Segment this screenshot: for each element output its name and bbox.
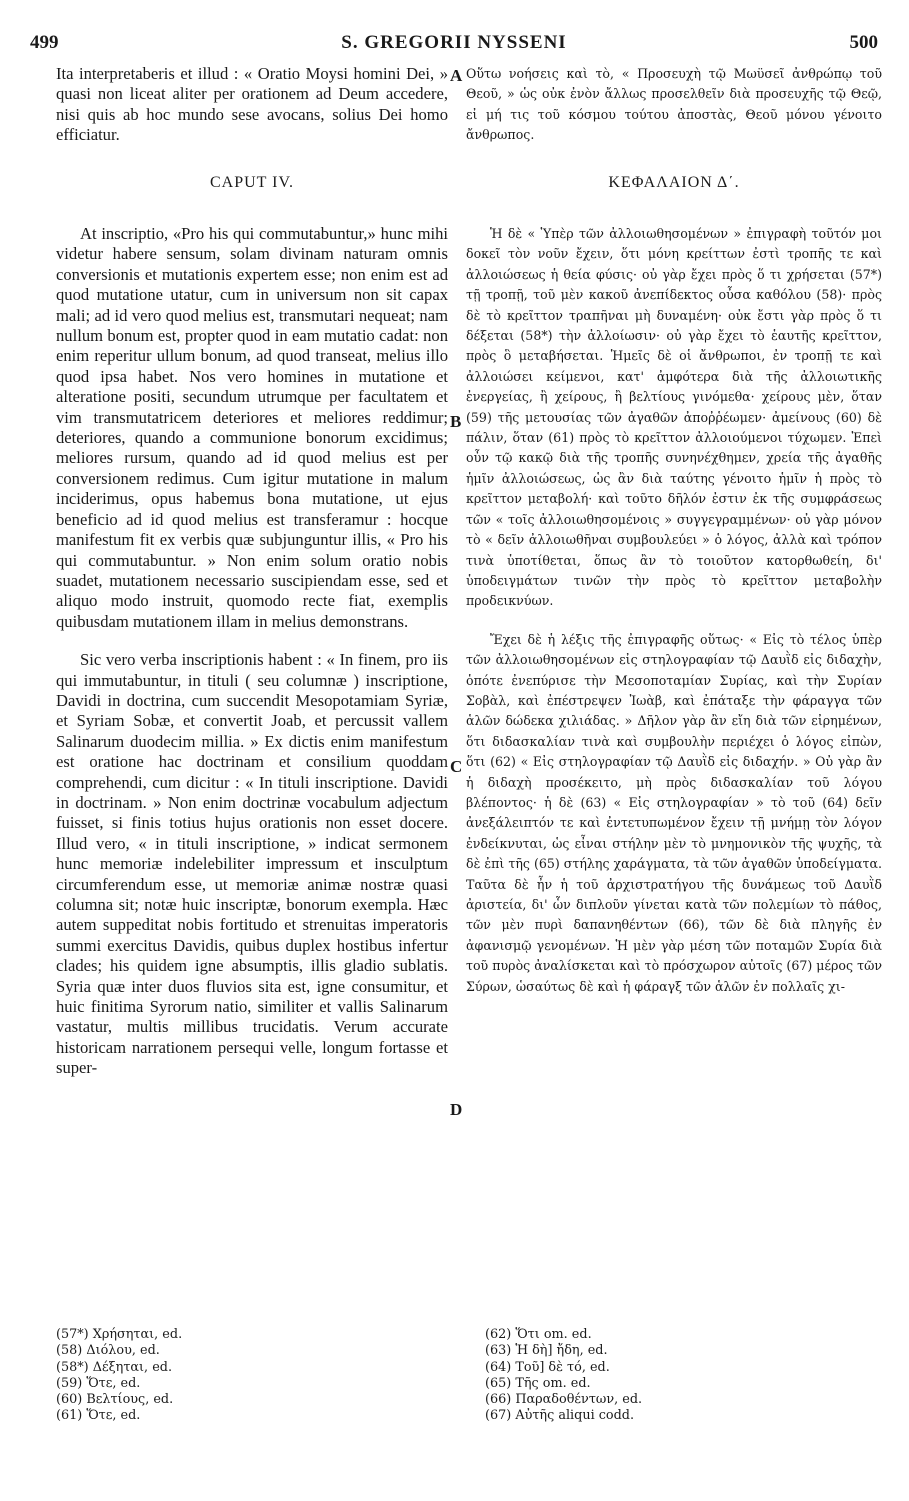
footnote: (66) Παραδοθέντων, ed. bbox=[485, 1392, 643, 1408]
footnote: (67) Αὐτῆς aliqui codd. bbox=[485, 1408, 635, 1424]
footnote: (58*) Δέξηται, ed. bbox=[56, 1359, 173, 1375]
greek-chapter-heading: ΚΕΦΑΛΑΙΟΝ Δ΄. bbox=[608, 174, 740, 191]
footnote: (63) Ἡ δὴ] ἤδη, ed. bbox=[485, 1343, 608, 1359]
footnote: (62) Ὅτι om. ed. bbox=[485, 1327, 592, 1342]
page-number-left: 499 bbox=[30, 32, 59, 53]
latin-chapter-heading: CAPUT IV. bbox=[210, 174, 294, 191]
footnote: (61) Ὅτε, ed. bbox=[56, 1408, 141, 1424]
margin-letter-d: D bbox=[450, 1100, 463, 1119]
greek-paragraph-1: Ἡ δὲ « Ὑπὲρ τῶν ἀλλοιωθησομένων » ἐπιγραφὴ τοῦτόν μοι δοκεῖ τὸν νοῦν ἔχειν, ὅτι μόνη κρείττων ἐστὶ τροπῆς τε καὶ ἀλλοιώσεως ἡ θεία φύσις· οὐ γὰρ ἔχει πρὸς ὅ τι χρήσεται (57*) τῇ τροπῇ, τοῦ μὲν κακοῦ ἀνεπίδεκτος οὖσα καθόλου (58)· πρὸς δὲ τὸ κρεῖττον τραπῆναι μὴ δυναμένη· οὐκ ἔστι γὰρ πρὸς ὅ τι δέξεται (58*) τὴν ἀλλοίωσιν· οὐ γὰρ ἔχει τὸ ἑαυτῆς κρεῖττον, πρὸς ὃ μεταβήσεται. Ἡμεῖς δὲ οἱ ἄνθρωποι, ἐν τροπῇ τε καὶ ἀλλοιώσει κείμενοι, κατ' ἀμφότερα διὰ τῆς ἀλλοιωτικῆς ἐνεργείας, ἢ χείρους, ἢ βελτίους γινόμεθα· χείρους μὲν, ὅταν (59) τῆς μετουσίας τῶν ἀγαθῶν ἀποῤῥέωμεν· ἀμείνους (60) δὲ πάλιν, ὅταν (61) πρὸς τὸ κρεῖττον ἀλλοιούμενοι τύχωμεν. Ἐπεὶ οὖν τῷ κακῷ διὰ τῆς τροπῆς συνηνέχθημεν, χρεία τῆς ἀγαθῆς ἡμῖν ἀλλοιώσεως, ὡς ἂν διὰ ταύτης γένοιτο ἡμῖν ἡ πρὸς τὸ κρεῖττον μεταβολή· καὶ τοῦτο δῆλόν ἐστιν ἐκ τῆς συμφράσεως τῶν « τοῖς ἀλλοιωθησομένοις » συγγεγραμμένων· οὐ γὰρ μόνον τὸ « δεῖν ἀλλοιωθῆναι συμβουλεύει » ὁ λόγος, ἀλλὰ καὶ τρόπον τινὰ ὑποτίθεται, ὅπως ἂν τὸ τοιοῦτον κατορθωθείη, δι' ὑποδειγμάτων τινῶν τὴν πρὸς τὸ κρεῖττον μεταβολὴν προδεικνύων. bbox=[466, 226, 882, 609]
greek-paragraph-2: Ἔχει δὲ ἡ λέξις τῆς ἐπιγραφῆς οὕτως· « Εἰς τὸ τέλος ὑπὲρ τῶν ἀλλοιωθησομένων εἰς στηλογραφίαν τῷ Δαυῒδ εἰς διδαχὴν, ὁπότε ἐνεπύρισε τὴν Μεσοποταμίαν Συρίας, καὶ τὴν Συρίαν Σοβὰλ, καὶ ἐπέστρεψεν Ἰωὰβ, καὶ ἐπάταξε τὴν φάραγγα τῶν ἁλῶν δώδεκα χιλιάδας. » Δῆλον γὰρ ἂν εἴη διὰ τῶν εἰρημένων, ὅτι διδασκαλίαν τινὰ καὶ συμβουλὴν περιέχει ὁ λόγος εἰπὼν, ὅτι (62) « Εἰς στηλογραφίαν τῷ Δαυῒδ εἰς διδαχήν. » Οὐ γὰρ ἂν ἡ διδαχὴ προσέκειτο, μὴ πρὸς διδασκαλίαν τοῦ λόγου βλέποντος· ἡ δὲ (63) « Εἰς στηλογραφίαν » τὸ τοῦ (64) δεῖν ἀνεξάλειπτόν τε καὶ ἐντετυπωμένον ἔχειν τῇ μνήμῃ τὸν λόγον ἐνδείκνυται, ὡς εἶναι στήλην μὲν τὸ μνημονικὸν τῆς ψυχῆς, τὰ δὲ ἐπὶ τῆς (65) στήλης χαράγματα, τὰ τῶν ἀγαθῶν ὑποδείγματα. Ταῦτα δὲ ἦν ἡ τοῦ ἀρχιστρατήγου τῆς δυνάμεως τοῦ Δαυῒδ ἀριστεία, δι' ὧν διπλοῦν γίνεται κατὰ τῶν πολεμίων τὸ πάθος, τῶν μὲν πυρὶ δαπανηθέντων (66), τῶν δὲ διὰ πληγῆς ἐν ἀφανισμῷ γενομένων. Ἡ μὲν γὰρ μέση τῶν ποταμῶν Συρία διὰ τοῦ πυρὸς ἀναλίσκεται καὶ τὸ πρόσχωρον αὐτοῖς (67) μέρος τῶν Σύρων, ὡσαύτως δὲ καὶ ἡ φάραγξ τῶν ἁλῶν ἐν πολλαῖς χι- bbox=[466, 631, 882, 994]
running-header bbox=[30, 32, 878, 58]
page-number-right: 500 bbox=[849, 32, 878, 53]
latin-column bbox=[56, 64, 448, 1079]
margin-letter-c: C bbox=[450, 757, 463, 776]
margin-letter-b: B bbox=[450, 412, 462, 431]
footnote: (59) Ὅτε, ed. bbox=[56, 1375, 141, 1391]
footnote: (60) Βελτίους, ed. bbox=[56, 1392, 174, 1408]
margin-letter-a: A bbox=[450, 66, 463, 85]
latin-paragraph-1: At inscriptio, «Pro his qui commutabuntur,» hunc mihi videtur habere sensum, solam divinam naturam omnis conversionis et mutationis expertem esse; non enim est ad quod mutatione utatur, cum in universum non sit capax mali; ad id vero quod melius est, transmutari nequeat; nam nullum bonum est, propter quod in eam mutatio cadat: non enim reperitur ullum bonum, ad quod transeat, melius illo quod ipsa habet. Nos vero homines in mutatione et alteratione positi, secundum utrumque per facultatem et vim transmutatricem deteriores et meliores reddimur; deteriores, quando a communione bonorum excidimus; meliores rursum, quando ad id quod melius est per conversionem redimus. Cum igitur mutatione in malum inciderimus, opus habemus bona mutatione, ut ejus beneficio ad id quod melius est transferamur : hocque manifestum fit ex verbis quæ subjunguntur illis, « Pro his qui commutabuntur. » Non enim solum oratio nobis suadet, mutationem necessario suscipiendam esse, sed et aliquo modo instruit, quomodo recte fiat, exemplis quibusdam mutationem illam in melius demonstrans. bbox=[56, 224, 448, 631]
footnote: (57*) Χρήσηται, ed. bbox=[56, 1327, 183, 1342]
footnote: (65) Τῆς om. ed. bbox=[485, 1375, 591, 1391]
footnotes-right bbox=[485, 1327, 875, 1425]
greek-intro-paragraph: Οὕτω νοήσεις καὶ τὸ, « Προσευχὴ τῷ Μωϋσεῖ ἀνθρώπῳ τοῦ Θεοῦ, » ὡς οὐκ ἐνὸν ἄλλως προσελθεῖν διὰ προσευχῆς τῷ Θεῷ, εἰ μή τις τοῦ κόσμου τούτου ἀποστὰς, Θεοῦ μόνου γένοιτο ἄνθρωπος. bbox=[466, 66, 882, 143]
footnote: (58) Διόλου, ed. bbox=[56, 1343, 160, 1359]
latin-intro-paragraph: Ita interpretaberis et illud : « Oratio Moysi homini Dei, » quasi non liceat aliter per orationem ad Deum accedere, nisi quis ab hoc mundo sese avocans, solius Dei homo efficiatur. bbox=[56, 64, 448, 145]
footnote: (64) Τοῦ] δὲ τό, ed. bbox=[485, 1359, 610, 1375]
running-title: S. GREGORII NYSSENI bbox=[341, 32, 567, 53]
latin-paragraph-2: Sic vero verba inscriptionis habent : « In finem, pro iis qui immutabuntur, in tituli ( seu columnæ ) inscriptione, Davidi in doctrina, cum succendit Mesopotamiam Syriæ, et Syriam Sobæ, et convertit Joab, et percussit vallem Salinarum duodecim millia. » Ex dictis enim manifestum est oratione hac doctrinam et consilium quoddam comprehendi, cum dicitur : « In tituli inscriptione. Davidi in doctrinam. » Non enim doctrinæ vocabulum adjectum fuisset, si finis totius hujus orationis non esset docere. Illud vero, « in tituli inscriptione, » indicat sermonem hunc memoriæ indelebiliter impressum et insculptum circumferendum esse, ut memoriæ animæ nostræ quasi columna sit; notæ huic inscriptæ, bonorum exempla. Hæc autem suppeditat nobis fortitudo et strenuitas imperatoris summi exercitus Davidis, quibus duplex hostibus infertur clades; his quidem igne absumptis, illis gladio sublatis. Syria quæ inter duos fluvios sita est, igne consumitur, et huic finitima Syrorum natio, similiter et vallis Salinarum vastatur, multis millibus trucidatis. Verum accurate historicam narrationem persequi velle, longum fortasse et super- bbox=[56, 650, 448, 1078]
greek-column bbox=[466, 64, 882, 997]
footnotes-left bbox=[56, 1327, 446, 1425]
